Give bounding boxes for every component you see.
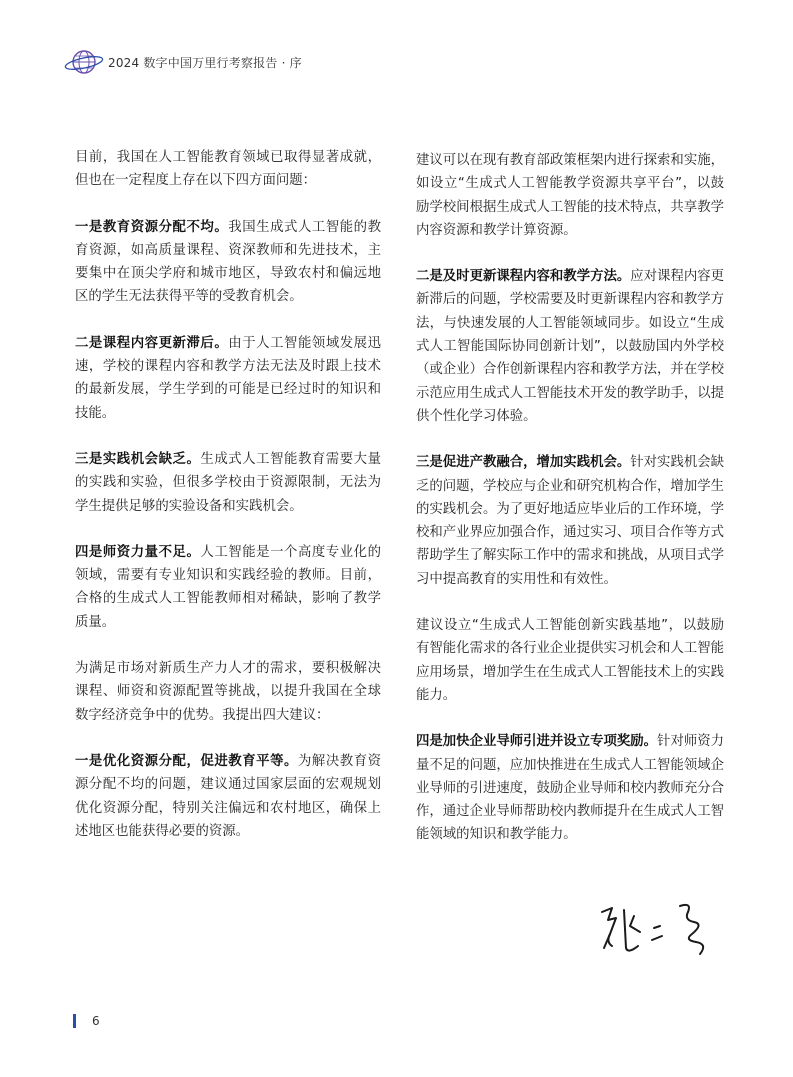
paragraph-text: 建议可以在现有教育部政策框架内进行探索和实施，如设立“生成式人工智能教学资源共享平台”，以鼓励学校间根据生成式人工智能的技术特点，共享教学内容资源和教学计算资源。 <box>416 153 724 238</box>
paragraph-text: 生成式人工智能教育需要大量的实践和实验，但很多学校由于资源限制，无法为学生提供足够的实验设备和实践机会。 <box>75 451 382 514</box>
paragraph-text: 建议设立“生成式人工智能创新实践基地”，以鼓励有智能化需求的各行业企业提供实习机会和人工智能应用场景，增加学生在生成式人工智能技术上的实践能力。 <box>416 618 724 703</box>
paragraph <box>75 541 381 634</box>
paragraph-text: 人工智能是一个高度专业化的领域，需要有专业知识和实践经验的教师。目前，合格的生成式人工智能教师相对稀缺，影响了教学质量。 <box>75 544 382 630</box>
paragraph <box>416 730 724 846</box>
paragraph-text: 为满足市场对新质生产力人才的需求，要积极解决课程、师资和资源配置等挑战，以提升我国在全球数字经济竞争中的优势。我提出四大建议： <box>75 661 381 723</box>
paragraph <box>75 657 381 727</box>
paragraph-heading: 四是师资力量不足。 <box>75 544 201 560</box>
page-header <box>64 46 302 78</box>
paragraph-heading: 二是课程内容更新滞后。 <box>75 335 229 351</box>
paragraph-heading: 二是及时更新课程内容和教学方法。 <box>416 269 631 285</box>
handwritten-signature <box>596 898 726 960</box>
paragraph <box>75 332 381 425</box>
paragraph-text: 为解决教育资源分配不均的问题，建议通过国家层面的宏观规划优化资源分配，特别关注偏远和农村地区，确保上述地区也能获得必要的资源。 <box>75 753 382 839</box>
paragraph-text: 应对课程内容更新滞后的问题，学校需要及时更新课程内容和教学方法，与快速发展的人工智能领域同步。如设立“生成式人工智能国际协同创新计划”，以鼓励国内外学校（或企业）合作创新课程内容和教学方法，并在学校示范应用生成式人工智能技术开发的教学助手，以提供个性化学习体验。 <box>416 269 725 424</box>
paragraph-heading: 三是实践机会缺乏。 <box>75 451 201 467</box>
paragraph <box>75 146 381 193</box>
page-number: 6 <box>92 1014 100 1028</box>
paragraph <box>416 614 724 707</box>
paragraph-text: 针对师资力量不足的问题，应加快推进在生成式人工智能领域企业导师的引进速度，鼓励企业导师和校内教师充分合作，通过企业导师帮助校内教师提升在生成式人工智能领域的知识和教学能力。 <box>416 734 725 843</box>
paragraph-heading: 三是促进产教融合，增加实践机会。 <box>416 455 631 471</box>
paragraph-heading: 一是教育资源分配不均。 <box>75 219 229 235</box>
right-column <box>416 149 724 870</box>
paragraph <box>416 149 724 242</box>
paragraph <box>416 451 724 591</box>
paragraph-text: 由于人工智能领域发展迅速，学校的课程内容和教学方法无法及时跟上技术的最新发展，学生学到的可能是已经过时的知识和技能。 <box>75 335 382 421</box>
left-column <box>75 146 381 866</box>
paragraph <box>75 216 381 309</box>
page-footer <box>73 1014 100 1028</box>
paragraph <box>75 448 381 518</box>
paragraph-heading: 一是优化资源分配，促进教育平等。 <box>75 753 298 769</box>
paragraph <box>75 750 381 843</box>
paragraph-heading: 四是加快企业导师引进并设立专项奖励。 <box>416 734 658 750</box>
paragraph-text: 我国生成式人工智能的教育资源，如高质量课程、资深教师和先进技术，主要集中在顶尖学府和城市地区，导致农村和偏远地区的学生无法获得平等的受教育机会。 <box>75 219 382 305</box>
paragraph <box>416 265 724 428</box>
header-title: 2024 数字中国万里行考察报告 · 序 <box>108 55 302 70</box>
paragraph-text: 针对实践机会缺乏的问题，学校应与企业和研究机构合作，增加学生的实践机会。为了更好地适应毕业后的工作环境，学校和产业界应加强合作，通过实习、项目合作等方式帮助学生了解实际工作中的需求和挑战，从项目式学习中提高教育的实用性和有效性。 <box>416 455 725 587</box>
globe-logo-icon <box>64 46 104 78</box>
footer-accent-bar <box>73 1014 76 1028</box>
paragraph-text: 目前，我国在人工智能教育领域已取得显著成就，但也在一定程度上存在以下四方面问题： <box>75 150 381 189</box>
